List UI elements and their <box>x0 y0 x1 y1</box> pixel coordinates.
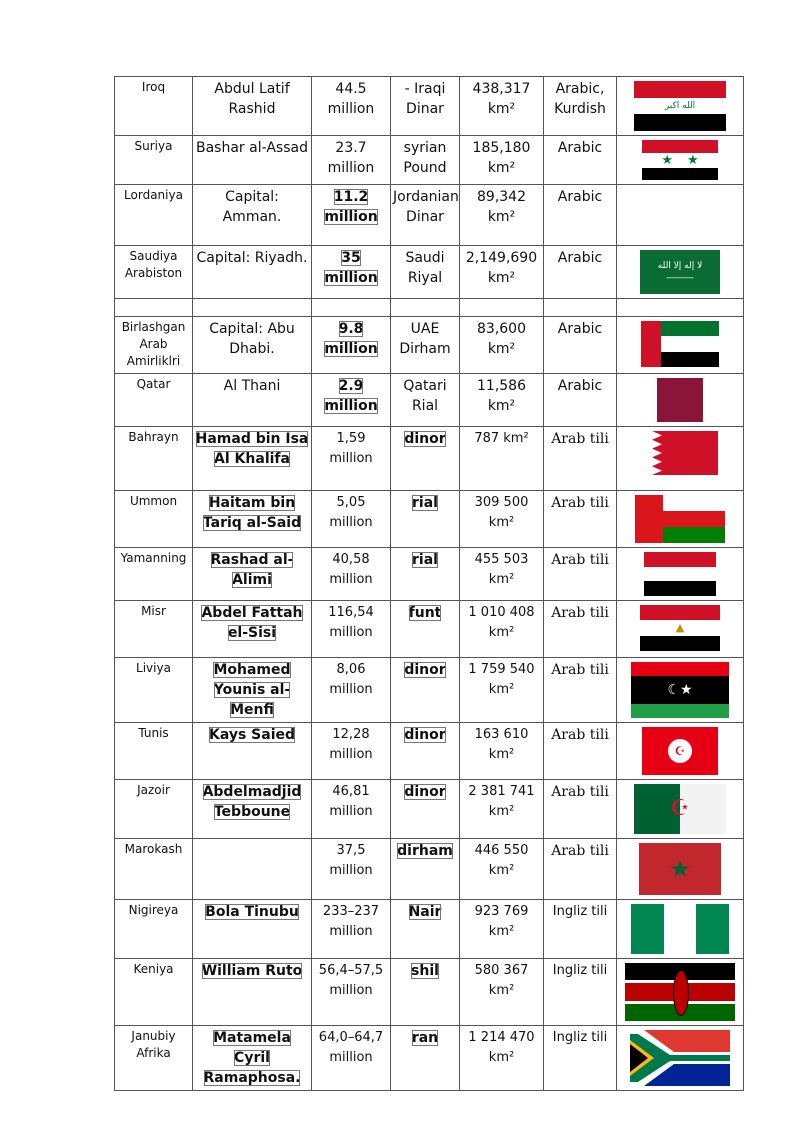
language-cell: Arab tili <box>544 548 617 601</box>
table-row <box>115 780 744 839</box>
currency-cell: rial <box>412 552 438 568</box>
kenya-flag <box>625 963 735 1021</box>
language-cell: Ingliz tili <box>544 900 617 959</box>
currency-cell: - Iraqi Dinar <box>391 77 460 136</box>
area-cell: 89,342 km² <box>460 185 544 246</box>
population-cell: 23.7 million <box>312 136 391 185</box>
area-cell: 11,586 km² <box>460 374 544 427</box>
table-row <box>115 491 744 548</box>
area-cell: 455 503 km² <box>460 548 544 601</box>
currency-cell: Qatari Rial <box>391 374 460 427</box>
area-cell: 923 769 km² <box>460 900 544 959</box>
leader-cell: Abdelmadjid Tebboune <box>202 784 302 820</box>
population-cell: 2.9 million <box>324 378 378 414</box>
leader-cell: Capital: Abu Dhabi. <box>193 317 312 374</box>
leader-cell: Matamela Cyril Ramaphosa. <box>203 1030 301 1086</box>
table-row <box>115 959 744 1026</box>
area-cell: 163 610 km² <box>460 723 544 780</box>
language-cell: Arab tili <box>544 839 617 900</box>
empty-flag-cell <box>617 185 744 246</box>
currency-cell: shil <box>411 963 439 979</box>
language-cell: Arabic <box>544 185 617 246</box>
currency-cell: rial <box>412 495 438 511</box>
population-cell: 44.5 million <box>312 77 391 136</box>
area-cell: 446 550 km² <box>460 839 544 900</box>
language-cell: Arab tili <box>544 723 617 780</box>
leader-cell: Mohamed Younis al-Menfi <box>213 662 291 718</box>
currency-cell: Nair <box>408 904 442 920</box>
south-africa-flag <box>630 1030 730 1086</box>
algeria-flag: ☪ <box>634 784 726 834</box>
table-row <box>115 1026 744 1091</box>
language-cell: Arabic <box>544 246 617 299</box>
leader-cell: Rashad al-Alimi <box>210 552 294 588</box>
bahrain-flag <box>642 431 718 475</box>
area-cell: 1 010 408 km² <box>460 601 544 658</box>
empty-row <box>115 299 744 317</box>
qatar-flag <box>657 378 703 422</box>
population-cell: 35 million <box>324 250 378 286</box>
area-cell: 1 759 540 km² <box>460 658 544 723</box>
country-name: Ummon <box>115 491 193 548</box>
country-name: Birlashgan Arab Amirliklri <box>115 317 193 374</box>
population-cell: 40,58 million <box>312 548 391 601</box>
table-row <box>115 246 744 299</box>
table-row <box>115 839 744 900</box>
egypt-flag: ▲ <box>640 605 720 651</box>
language-cell: Arabic <box>544 374 617 427</box>
country-name: Jazoir <box>115 780 193 839</box>
population-cell: 37,5 million <box>312 839 391 900</box>
leader-cell: Al Thani <box>193 374 312 427</box>
country-table <box>114 76 744 1091</box>
area-cell: 1 214 470 km² <box>460 1026 544 1091</box>
syria-flag: ★ ★ <box>642 140 718 180</box>
country-name: Tunis <box>115 723 193 780</box>
language-cell: Arabic <box>544 317 617 374</box>
leader-cell: Capital: Amman. <box>193 185 312 246</box>
leader-cell: Hamad bin Isa Al Khalifa <box>195 431 309 467</box>
population-cell: 5,05 million <box>312 491 391 548</box>
population-cell: 64,0–64,7 million <box>312 1026 391 1091</box>
country-name: Janubiy Afrika <box>115 1026 193 1091</box>
uae-flag <box>641 321 719 367</box>
population-cell: 9.8 million <box>324 321 378 357</box>
language-cell: Arab tili <box>544 780 617 839</box>
table-row <box>115 900 744 959</box>
currency-cell: dinor <box>404 784 446 800</box>
morocco-flag: ★ <box>639 843 721 895</box>
area-cell: 580 367 km² <box>460 959 544 1026</box>
area-cell: 787 km² <box>460 427 544 491</box>
country-name: Nigireya <box>115 900 193 959</box>
table-row <box>115 374 744 427</box>
table-row <box>115 658 744 723</box>
country-name: Suriya <box>115 136 193 185</box>
language-cell: Arabic <box>544 136 617 185</box>
table-row <box>115 317 744 374</box>
area-cell: 185,180 km² <box>460 136 544 185</box>
population-cell: 56,4–57,5 million <box>312 959 391 1026</box>
country-name: Keniya <box>115 959 193 1026</box>
table-row <box>115 185 744 246</box>
population-cell: 8,06 million <box>312 658 391 723</box>
area-cell: 2 381 741 km² <box>460 780 544 839</box>
language-cell: Ingliz tili <box>544 959 617 1026</box>
leader-cell: Abdul Latif Rashid <box>193 77 312 136</box>
table-row <box>115 723 744 780</box>
area-cell: 309 500 km² <box>460 491 544 548</box>
country-name: Saudiya Arabiston <box>115 246 193 299</box>
yemen-flag <box>644 552 716 596</box>
tunisia-flag: ☪ <box>642 727 718 775</box>
leader-cell: Haitam bin Tariq al-Said <box>202 495 302 531</box>
iraq-flag: الله اكبر <box>634 81 726 131</box>
area-cell: 83,600 km² <box>460 317 544 374</box>
population-cell: 11.2 million <box>324 189 378 225</box>
population-cell: 233–237 million <box>312 900 391 959</box>
leader-cell: Abdel Fattah el-Sisi <box>201 605 303 641</box>
population-cell: 46,81 million <box>312 780 391 839</box>
currency-cell: Saudi Riyal <box>391 246 460 299</box>
language-cell: Ingliz tili <box>544 1026 617 1091</box>
country-name: Marokash <box>115 839 193 900</box>
language-cell: Arab tili <box>544 491 617 548</box>
area-cell: 2,149,690 km² <box>460 246 544 299</box>
table-row <box>115 77 744 136</box>
language-cell: Arabic, Kurdish <box>544 77 617 136</box>
language-cell: Arab tili <box>544 601 617 658</box>
currency-cell: funt <box>408 605 442 621</box>
leader-cell: Kays Saied <box>208 727 296 743</box>
country-name: Bahrayn <box>115 427 193 491</box>
oman-flag <box>635 495 725 543</box>
libya-flag: ☾★ <box>631 662 729 718</box>
table-row <box>115 548 744 601</box>
currency-cell: Jordanian Dinar <box>391 185 460 246</box>
leader-cell: Bola Tinubu <box>205 904 299 920</box>
currency-cell: syrian Pound <box>391 136 460 185</box>
nigeria-flag <box>631 904 729 954</box>
country-name: Yamanning <box>115 548 193 601</box>
table-row <box>115 136 744 185</box>
population-cell: 116,54 million <box>312 601 391 658</box>
table-row <box>115 601 744 658</box>
area-cell: 438,317 km² <box>460 77 544 136</box>
leader-cell <box>193 839 312 900</box>
language-cell: Arab tili <box>544 427 617 491</box>
country-name: Liviya <box>115 658 193 723</box>
leader-cell: Capital: Riyadh. <box>193 246 312 299</box>
currency-cell: dinor <box>404 431 446 447</box>
country-name: Lordaniya <box>115 185 193 246</box>
leader-cell: Bashar al-Assad <box>193 136 312 185</box>
country-name: Misr <box>115 601 193 658</box>
population-cell: 1,59 million <box>312 427 391 491</box>
currency-cell: dinor <box>404 727 446 743</box>
country-name: Iroq <box>115 77 193 136</box>
currency-cell: dirham <box>397 843 453 859</box>
currency-cell: dinor <box>404 662 446 678</box>
language-cell: Arab tili <box>544 658 617 723</box>
table-row <box>115 427 744 491</box>
saudi-arabia-flag: لا إله إلا الله ――― <box>640 250 720 294</box>
currency-cell: UAE Dirham <box>391 317 460 374</box>
population-cell: 12,28 million <box>312 723 391 780</box>
currency-cell: ran <box>411 1030 439 1046</box>
leader-cell: William Ruto <box>201 963 303 979</box>
country-name: Qatar <box>115 374 193 427</box>
